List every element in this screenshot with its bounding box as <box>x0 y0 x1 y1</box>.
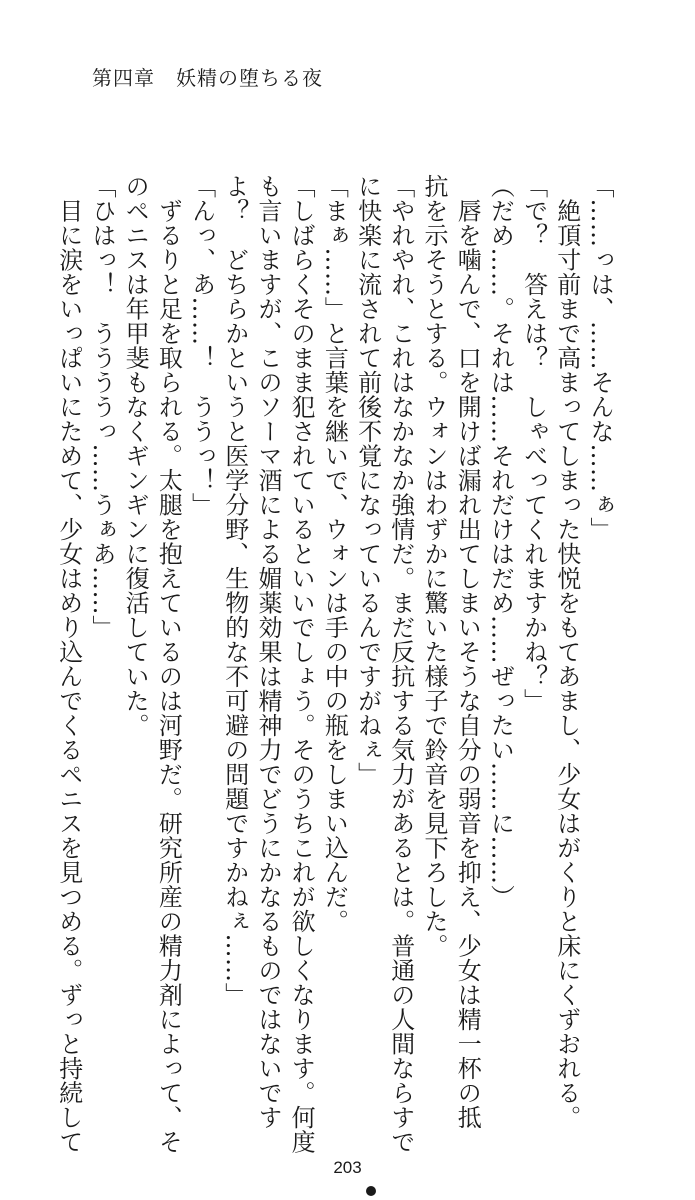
text-line: 抗を示そうとする。ウォンはわずかに驚いた様子で鈴音を見下ろした。 <box>419 174 448 958</box>
text-line: ずるりと足を取られる。太腿を抱えているのは河野だ。研究所産の精力剤によって、そ <box>154 174 183 1154</box>
text-line: 「ひはっ！ ううううっ……うぁあ……」 <box>87 174 116 640</box>
text-line: に快楽に流されて前後不覚になっているんですがねぇ」 <box>353 174 382 787</box>
text-line: 「……っは、……そんな……ぁ」 <box>586 174 614 542</box>
text-line: 「で？ 答えは？ しゃべってくれますかね？」 <box>519 174 548 713</box>
text-line: 唇を噛んで、口を開けば漏れ出てしまいそうな自分の弱音を抑え、少女は精一杯の抵 <box>453 174 482 1130</box>
novel-body-text <box>54 174 616 1154</box>
running-head: 第四章 妖精の堕ちる夜 <box>92 66 323 90</box>
text-line: よ？ どちらかというと医学分野、生物的な不可避の問題ですかねぇ……」 <box>220 174 249 1007</box>
text-line: のペニスは年甲斐もなくギンギンに復活していた。 <box>121 174 150 738</box>
text-line: も言いますが、このソーマ酒による媚薬効果は精神力でどうにかなるものではないです <box>253 174 282 1130</box>
page-marker-dot <box>366 1186 376 1196</box>
text-line: 「んっ、あ……！ ううっ！」 <box>187 174 216 517</box>
text-line: 目に涙をいっぱいにためて、少女はめり込んでくるペニスを見つめる。ずっと持続して <box>54 174 83 1154</box>
page-number: 203 <box>333 1158 362 1177</box>
text-line: 「まぁ……」と言葉を継いで、ウォンは手の中の瓶をしまい込んだ。 <box>320 174 349 934</box>
text-line: 「しばらくそのまま犯されているといいでしょう。そのうちこれが欲しくなります。何度 <box>287 174 316 1154</box>
text-line: 絶頂寸前まで高まってしまった快悦をもてあまし、少女はがくりと床にくずおれる。 <box>552 174 581 1130</box>
text-line: 「やれやれ、これはなかなか強情だ。まだ反抗する気力があるとは。普通の人間ならすで <box>386 174 415 1154</box>
text-line: （だめ……。それは……それだけはだめ……ぜったい……に……） <box>486 174 515 909</box>
